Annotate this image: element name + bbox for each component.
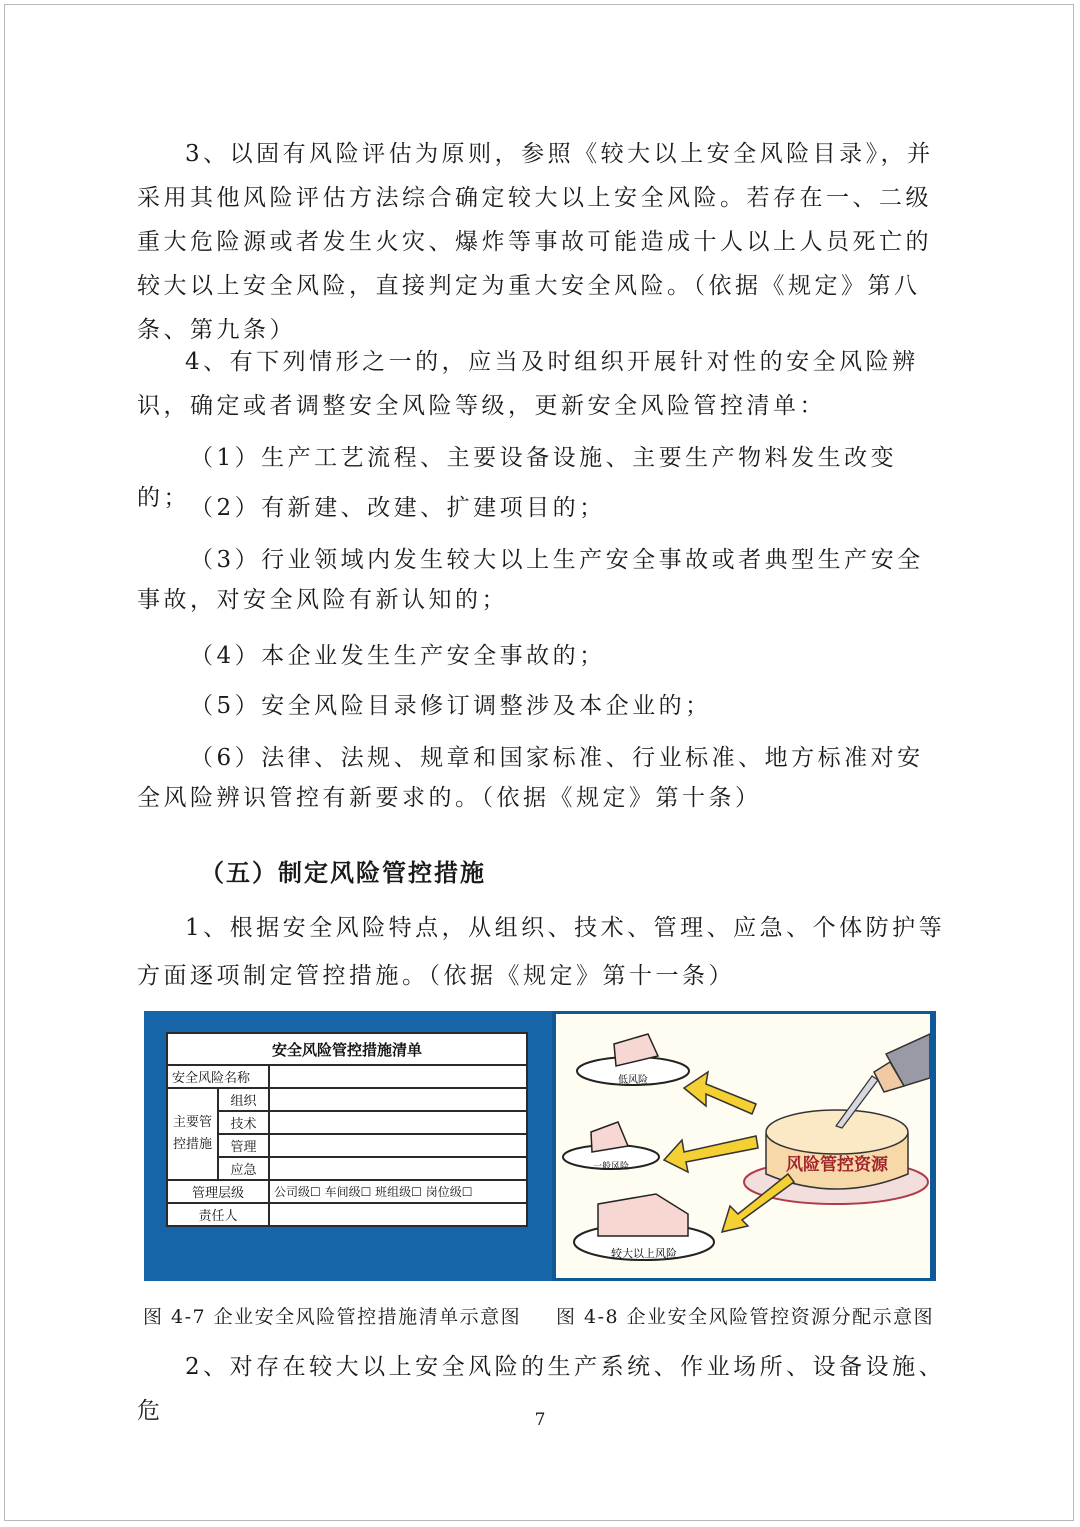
paragraph-5-2: 2、对存在较大以上安全风险的生产系统、作业场所、设备设施、危 xyxy=(137,1354,946,1424)
figure-4-7-panel xyxy=(144,1011,552,1281)
paragraph-4: 4、有下列情形之一的，应当及时组织开展针对性的安全风险辨识，确定或者调整安全风险等级，更新安全风险管控清单： xyxy=(137,349,919,419)
risk-control-table xyxy=(166,1032,528,1227)
page-number: 7 xyxy=(534,1410,546,1430)
list-item: （4）本企业发生生产安全事故的； xyxy=(190,643,606,669)
section-heading: （五）制定风险管控措施 xyxy=(200,859,486,887)
cake-illustration xyxy=(556,1014,930,1278)
measure-cell xyxy=(269,1111,527,1134)
figure-4-8-panel xyxy=(552,1011,936,1281)
measure-label: 组织 xyxy=(218,1088,269,1111)
mgmt-level-label: 管理层级 xyxy=(167,1180,269,1203)
paragraph-3: 3、以固有风险评估为原则，参照《较大以上安全风险目录》，并采用其他风险评估方法综合确定较大以上安全风险。若存在一、二级重大危险源或者发生火灾、爆炸等事故可能造成十人以上人员死亡的较大以上安全风险，直接判定为重大安全风险。（依据《规定》第八条、第九条） xyxy=(137,141,934,343)
arrow-icon xyxy=(664,1136,758,1172)
measure-cell xyxy=(269,1157,527,1180)
measure-label: 技术 xyxy=(218,1111,269,1134)
list-item: （6）法律、法规、规章和国家标准、行业标准、地方标准对安全风险辨识管控有新要求的。（依据《规定》第十条） xyxy=(137,745,924,811)
paragraph-5-1: 1、根据安全风险特点，从组织、技术、管理、应急、个体防护等方面逐项制定管控措施。（依据《规定》第十一条） xyxy=(137,915,946,989)
figure-row xyxy=(144,1011,936,1281)
resource-cake-top xyxy=(766,1110,908,1154)
main-measures-label: 主要管控措施 xyxy=(167,1088,218,1180)
list-item: （1）生产工艺流程、主要设备设施、主要生产物料发生改变的； xyxy=(137,445,898,511)
risk-name-label: 安全风险名称 xyxy=(167,1065,269,1088)
major-risk-label: 较大以上风险 xyxy=(611,1247,677,1260)
list-item: （5）安全风险目录修订调整涉及本企业的； xyxy=(190,693,712,719)
arrow-icon xyxy=(684,1072,756,1114)
general-risk-slice xyxy=(591,1122,628,1152)
figure-4-7-caption: 图 4-7 企业安全风险管控措施清单示意图 xyxy=(143,1306,522,1328)
responsible-label: 责任人 xyxy=(167,1203,269,1226)
risk-name-cell xyxy=(269,1065,527,1088)
resource-cake-label: 风险管控资源 xyxy=(786,1155,888,1175)
measure-cell xyxy=(269,1088,527,1111)
major-risk-slice xyxy=(598,1194,688,1236)
mgmt-level-options: 公司级☐ 车间级☐ 班组级☐ 岗位级☐ xyxy=(269,1180,527,1203)
list-item: （2）有新建、改建、扩建项目的； xyxy=(190,495,606,521)
figure-4-8-caption: 图 4-8 企业安全风险管控资源分配示意图 xyxy=(556,1306,935,1328)
table-title: 安全风险管控措施清单 xyxy=(167,1033,527,1065)
responsible-cell xyxy=(269,1203,527,1226)
general-risk-label: 一般风险 xyxy=(592,1162,630,1172)
measure-label: 应急 xyxy=(218,1157,269,1180)
list-item: （3）行业领域内发生较大以上生产安全事故或者典型生产安全事故，对安全风险有新认知的； xyxy=(137,547,924,613)
resource-allocation-illustration xyxy=(556,1014,930,1278)
measure-label: 管理 xyxy=(218,1134,269,1157)
low-risk-label: 低风险 xyxy=(618,1075,648,1086)
measure-cell xyxy=(269,1134,527,1157)
